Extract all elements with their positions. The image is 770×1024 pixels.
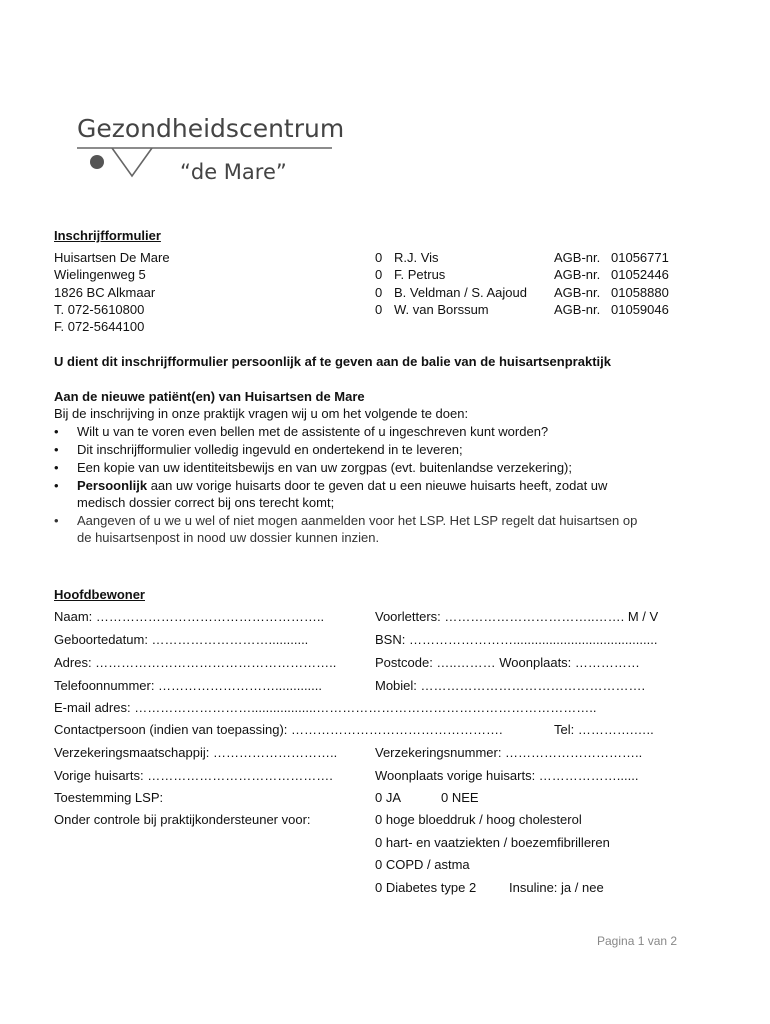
checkbox[interactable]: 0 [375,250,383,265]
lsp-ja-checkbox[interactable]: 0 JA [375,790,402,805]
intro-heading: Aan de nieuwe patiënt(en) van Huisartsen de Mare [54,389,365,404]
lsp-label: Toestemming LSP: [54,790,164,805]
intro-lead: Bij de inschrijving in onze praktijk vragen wij u om het volgende te doen: [54,406,469,421]
contactpersoon-field[interactable]: Contactpersoon (indien van toepassing): …………………………………………. [54,722,503,737]
telefoon-field[interactable]: Telefoonnummer: ………………………............. [54,678,323,693]
bullet-text: Een kopie van uw identiteitsbewijs en van uw zorgpas (evt. buitenlandse verzekering); [77,460,572,475]
practice-street: Wielingenweg 5 [54,267,146,282]
bullet-text: Dit inschrijfformulier volledig ingevuld en ondertekend in te leveren; [77,442,463,457]
voorletters-field[interactable]: Voorletters: ……………………………..……. M / V [375,609,659,624]
page-number: Pagina 1 van 2 [597,934,678,948]
doctor-name: B. Veldman / S. Aajoud [394,285,527,300]
bullet-icon: • [54,442,59,457]
agb-number: 01056771 [611,250,669,265]
checkbox[interactable]: 0 [375,285,383,300]
agb-label: AGB-nr. [554,302,601,317]
agb-number: 01058880 [611,285,669,300]
lsp-nee-checkbox[interactable]: 0 NEE [441,790,479,805]
bullet-text: Aangeven of u we u wel of niet mogen aanmelden voor het LSP. Het LSP regelt dat huisartsen op [77,513,638,528]
bullet-emphasis: Persoonlijk [77,478,148,493]
controle-option-copd[interactable]: 0 COPD / astma [375,857,470,872]
practice-phone: T. 072-5610800 [54,302,145,317]
logo-title: Gezondheidscentrum [77,114,345,143]
bullet-text-continued: de huisartsenpost in nood uw dossier kunnen inzien. [77,530,380,545]
controle-option-hartvaat[interactable]: 0 hart- en vaatziekten / boezemfibrilleren [375,835,610,850]
agb-label: AGB-nr. [554,250,601,265]
checkbox[interactable]: 0 [375,267,383,282]
insuline-field[interactable]: Insuline: ja / nee [509,880,604,895]
bullet-text [77,478,607,493]
bullet-text-rest: aan uw vorige huisarts door te geven dat u een nieuwe huisarts heeft, zodat uw [147,478,608,493]
geboortedatum-field[interactable]: Geboortedatum: ………………………........... [54,632,309,647]
checkbox[interactable]: 0 [375,302,383,317]
woonplaats-vorige-huisarts-field[interactable]: Woonplaats vorige huisarts: ………………...... [375,768,639,783]
practice-city: 1826 BC Alkmaar [54,285,156,300]
bsn-field[interactable]: BSN: ……………………........................................ [375,632,658,647]
doctor-name: W. van Borssum [394,302,489,317]
section-title: Hoofdbewoner [54,587,145,602]
agb-number: 01052446 [611,267,669,282]
bullet-icon: • [54,460,59,475]
email-field[interactable]: E-mail adres: ………………………..................……………………………………………………….. [54,700,597,715]
agb-label: AGB-nr. [554,285,601,300]
controle-option-bloeddruk[interactable]: 0 hoge bloeddruk / hoog cholesterol [375,812,582,827]
bullet-text-continued: medisch dossier correct bij ons terecht komt; [77,495,335,510]
bullet-icon: • [54,513,59,528]
doctor-name: F. Petrus [394,267,446,282]
naam-field[interactable]: Naam: …………………………………………….. [54,609,325,624]
form-title: Inschrijfformulier [54,228,161,243]
verzekeringsmaatschappij-field[interactable]: Verzekeringsmaatschappij: ……………………….. [54,745,338,760]
logo-subtitle: “de Mare” [180,160,287,184]
verzekeringsnummer-field[interactable]: Verzekeringsnummer: ………………………….. [375,745,643,760]
mobiel-field[interactable]: Mobiel: ……………………………………………. [375,678,646,693]
agb-number: 01059046 [611,302,669,317]
postcode-woonplaats-field[interactable]: Postcode: …..……… Woonplaats: …………… [375,655,640,670]
doctor-name: R.J. Vis [394,250,439,265]
practice-fax: F. 072-5644100 [54,319,145,334]
vorige-huisarts-field[interactable]: Vorige huisarts: ……………………………………. [54,768,333,783]
controle-label: Onder controle bij praktijkondersteuner voor: [54,812,311,827]
contact-tel-field[interactable]: Tel: ………….….. [554,722,654,737]
bullet-icon: • [54,424,59,439]
notice-text: U dient dit inschrijfformulier persoonlijk af te geven aan de balie van de huisartsenpraktijk [54,354,611,369]
practice-name: Huisartsen De Mare [54,250,170,265]
agb-label: AGB-nr. [554,267,601,282]
bullet-text: Wilt u van te voren even bellen met de assistente of u ingeschreven kunt worden? [77,424,549,439]
bullet-icon: • [54,478,59,493]
controle-option-diabetes[interactable]: 0 Diabetes type 2 [375,880,477,895]
adres-field[interactable]: Adres: ……………………………………………….. [54,655,337,670]
